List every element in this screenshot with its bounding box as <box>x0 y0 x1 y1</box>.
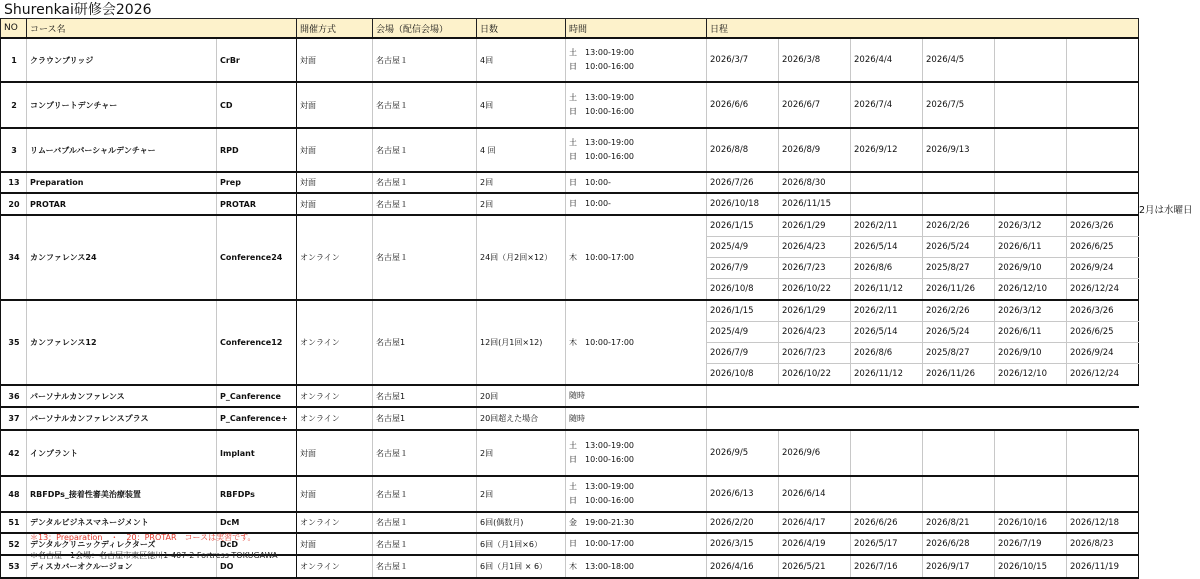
time-line: 日 10:00-16:00 <box>569 455 634 464</box>
time-line: 土 13:00-19:00 <box>569 48 634 57</box>
date-cell: 2026/9/10 <box>995 258 1067 279</box>
course-name: カンファレンス12 <box>27 300 217 385</box>
date-cell: 2026/8/6 <box>851 343 923 364</box>
course-abbr: RPD <box>217 128 297 172</box>
date-cell: 2026/7/23 <box>779 258 851 279</box>
course-name: デンタルビジネスマネージメント <box>27 512 217 533</box>
table-row <box>1 385 1139 407</box>
days-cell: 24回（月2回×12） <box>477 215 566 300</box>
time-line: 土 13:00-19:00 <box>569 138 634 147</box>
date-cell: 2026/7/19 <box>995 533 1067 555</box>
date-cell: 2025/8/27 <box>923 258 995 279</box>
header-row <box>1 19 1139 39</box>
header-no: NO <box>1 19 27 39</box>
time-line: 木 10:00-17:00 <box>569 252 634 262</box>
date-cell <box>1067 193 1139 215</box>
format-cell: オンライン <box>297 215 373 300</box>
format-cell: 対面 <box>297 476 373 512</box>
date-cell: 2026/12/10 <box>995 279 1067 301</box>
venue-cell: 名古屋１ <box>373 430 477 476</box>
date-cell <box>923 193 995 215</box>
date-cell: 2026/7/9 <box>707 343 779 364</box>
course-name: パーソナルカンファレンスプラス <box>27 407 217 430</box>
venue-cell: 名古屋１ <box>373 193 477 215</box>
time-cell <box>566 38 707 82</box>
format-cell: オンライン <box>297 407 373 430</box>
date-cell: 2026/3/26 <box>1067 215 1139 237</box>
header-days: 日数 <box>477 19 566 39</box>
course-name: リムーバブルパーシャルデンチャー <box>27 128 217 172</box>
venue-cell: 名古屋１ <box>373 172 477 193</box>
table-row <box>1 82 1139 128</box>
format-cell: オンライン <box>297 555 373 578</box>
table-row <box>1 172 1139 193</box>
course-name: カンファレンス24 <box>27 215 217 300</box>
date-cell: 2026/8/8 <box>707 128 779 172</box>
venue-cell: 名古屋１ <box>373 215 477 300</box>
date-cell: 2026/3/12 <box>995 300 1067 322</box>
table-row <box>1 512 1139 533</box>
date-cell <box>851 172 923 193</box>
header-venue: 会場（配信会場） <box>373 19 477 39</box>
course-abbr: PROTAR <box>217 193 297 215</box>
date-cell: 2026/5/17 <box>851 533 923 555</box>
date-cell: 2026/8/30 <box>779 172 851 193</box>
date-cell: 2026/1/29 <box>779 215 851 237</box>
date-cell: 2026/7/4 <box>851 82 923 128</box>
format-cell: 対面 <box>297 533 373 555</box>
date-cell: 2026/11/15 <box>779 193 851 215</box>
course-name: RBFDPs_接着性審美治療装置 <box>27 476 217 512</box>
date-cell: 2026/9/17 <box>923 555 995 578</box>
time-cell <box>566 407 707 430</box>
date-cell <box>1067 172 1139 193</box>
date-cell: 2026/7/16 <box>851 555 923 578</box>
date-cell: 2026/11/12 <box>851 279 923 301</box>
venue-cell: 名古屋１ <box>373 38 477 82</box>
date-cell: 2026/12/18 <box>1067 512 1139 533</box>
date-cell <box>995 476 1067 512</box>
date-cell: 2026/3/12 <box>995 215 1067 237</box>
time-line: 土 13:00-19:00 <box>569 93 634 102</box>
date-cell <box>995 172 1067 193</box>
date-cell <box>995 128 1067 172</box>
table-row <box>1 193 1139 215</box>
date-cell: 2025/4/9 <box>707 237 779 258</box>
time-cell <box>566 193 707 215</box>
venue-cell: 名古屋１ <box>373 128 477 172</box>
date-cell: 2026/6/11 <box>995 237 1067 258</box>
venue-cell: 名古屋1 <box>373 407 477 430</box>
date-cell: 2026/4/4 <box>851 38 923 82</box>
days-cell: 4 回 <box>477 128 566 172</box>
format-cell: 対面 <box>297 430 373 476</box>
time-line: 日 10:00-16:00 <box>569 152 634 161</box>
date-cell <box>923 430 995 476</box>
date-cell: 2026/7/23 <box>779 343 851 364</box>
course-abbr: CrBr <box>217 38 297 82</box>
time-cell <box>566 555 707 578</box>
date-cell <box>923 476 995 512</box>
table-row <box>1 128 1139 172</box>
date-cell: 2026/8/21 <box>923 512 995 533</box>
date-cell: 2026/11/12 <box>851 364 923 386</box>
row-no: 36 <box>1 385 27 407</box>
format-cell: 対面 <box>297 38 373 82</box>
date-cell: 2026/10/16 <box>995 512 1067 533</box>
table-body <box>1 19 1139 579</box>
time-line: 日 10:00-16:00 <box>569 107 634 116</box>
table-row <box>1 430 1139 476</box>
row-no: 20 <box>1 193 27 215</box>
date-cell <box>1067 430 1139 476</box>
date-cell: 2026/4/19 <box>779 533 851 555</box>
course-abbr: DcM <box>217 512 297 533</box>
row-no: 42 <box>1 430 27 476</box>
days-cell: 6回(偶数月) <box>477 512 566 533</box>
format-cell: オンライン <box>297 512 373 533</box>
date-cell: 2026/9/24 <box>1067 258 1139 279</box>
date-cell <box>851 193 923 215</box>
date-cell: 2026/10/22 <box>779 364 851 386</box>
days-cell: 12回(月1回×12) <box>477 300 566 385</box>
days-cell: 2回 <box>477 193 566 215</box>
time-cell <box>566 533 707 555</box>
date-cell: 2026/2/26 <box>923 300 995 322</box>
row-no: 34 <box>1 215 27 300</box>
days-cell: 6回（月1回×6） <box>477 533 566 555</box>
date-cell: 2026/1/29 <box>779 300 851 322</box>
date-cell: 2026/6/6 <box>707 82 779 128</box>
time-line: 金 19:00-21:30 <box>569 517 634 527</box>
time-line: 日 10:00-17:00 <box>569 539 634 548</box>
time-cell <box>566 128 707 172</box>
date-cell <box>851 430 923 476</box>
date-cell: 2026/3/7 <box>707 38 779 82</box>
date-cell: 2026/1/15 <box>707 215 779 237</box>
days-cell: 2回 <box>477 430 566 476</box>
date-cell: 2026/3/15 <box>707 533 779 555</box>
date-cell: 2026/8/23 <box>1067 533 1139 555</box>
schedule-table <box>0 18 1139 579</box>
row-no: 35 <box>1 300 27 385</box>
days-cell: 4回 <box>477 82 566 128</box>
time-line: 日 10:00-16:00 <box>569 62 634 71</box>
venue-cell: 名古屋１ <box>373 476 477 512</box>
table-row <box>1 38 1139 82</box>
date-cell: 2026/9/12 <box>851 128 923 172</box>
date-cell <box>995 193 1067 215</box>
date-cell: 2026/4/16 <box>707 555 779 578</box>
date-cell: 2026/7/26 <box>707 172 779 193</box>
date-cell: 2026/12/10 <box>995 364 1067 386</box>
date-cell <box>995 430 1067 476</box>
date-cell: 2026/9/24 <box>1067 343 1139 364</box>
time-cell <box>566 172 707 193</box>
row-no: 13 <box>1 172 27 193</box>
date-cell: 2026/4/17 <box>779 512 851 533</box>
venue-cell: 名古屋１ <box>373 82 477 128</box>
row-no: 53 <box>1 555 27 578</box>
date-cell: 2026/7/9 <box>707 258 779 279</box>
date-cell: 2026/3/8 <box>779 38 851 82</box>
course-name: PROTAR <box>27 193 217 215</box>
format-cell: 対面 <box>297 172 373 193</box>
date-cell: 2026/1/15 <box>707 300 779 322</box>
header-course: コース名 <box>27 19 297 39</box>
row-no: 52 <box>1 533 27 555</box>
date-cell: 2026/5/14 <box>851 322 923 343</box>
date-cell <box>851 476 923 512</box>
format-cell: 対面 <box>297 193 373 215</box>
course-name: パーソナルカンファレンス <box>27 385 217 407</box>
time-cell <box>566 215 707 300</box>
time-line: 土 13:00-19:00 <box>569 482 634 491</box>
date-cell: 2026/5/24 <box>923 237 995 258</box>
course-abbr: DO <box>217 555 297 578</box>
course-name: Preparation <box>27 172 217 193</box>
course-abbr: Implant <box>217 430 297 476</box>
row-no: 51 <box>1 512 27 533</box>
table-row <box>1 300 1139 322</box>
days-cell: 2回 <box>477 172 566 193</box>
date-cell: 2026/6/11 <box>995 322 1067 343</box>
no-schedule <box>707 407 1139 430</box>
date-cell: 2026/3/26 <box>1067 300 1139 322</box>
row-no: 48 <box>1 476 27 512</box>
course-name: コンプリートデンチャー <box>27 82 217 128</box>
date-cell: 2026/12/24 <box>1067 279 1139 301</box>
date-cell: 2026/10/8 <box>707 364 779 386</box>
table-row <box>1 407 1139 430</box>
no-schedule <box>707 385 1139 407</box>
date-cell <box>1067 82 1139 128</box>
date-cell: 2026/2/11 <box>851 215 923 237</box>
footnote-practical: ＊13：Preparation ・ 20：PROTAR コースは実習です。 <box>30 533 256 542</box>
venue-cell: 名古屋１ <box>373 555 477 578</box>
date-cell <box>923 172 995 193</box>
time-line: 日 10:00- <box>569 177 611 187</box>
venue-cell: 名古屋1 <box>373 300 477 385</box>
date-cell: 2026/10/15 <box>995 555 1067 578</box>
date-cell <box>995 38 1067 82</box>
row-no: 1 <box>1 38 27 82</box>
date-cell: 2026/2/20 <box>707 512 779 533</box>
time-line: 木 10:00-17:00 <box>569 337 634 347</box>
side-note: 2月は水曜日 <box>1139 205 1193 216</box>
date-cell: 2026/4/23 <box>779 322 851 343</box>
course-abbr: DcD <box>217 533 297 555</box>
date-cell: 2025/4/9 <box>707 322 779 343</box>
date-cell: 2026/6/13 <box>707 476 779 512</box>
days-cell: 20回 <box>477 385 566 407</box>
format-cell: オンライン <box>297 300 373 385</box>
date-cell: 2026/6/26 <box>851 512 923 533</box>
time-line: 土 13:00-19:00 <box>569 441 634 450</box>
date-cell: 2026/9/5 <box>707 430 779 476</box>
course-abbr: CD <box>217 82 297 128</box>
course-abbr: Conference24 <box>217 215 297 300</box>
course-name: デンタルクリニックディレクターズ <box>27 533 217 555</box>
course-name: ディスカバーオクルージョン <box>27 555 217 578</box>
time-cell <box>566 385 707 407</box>
date-cell: 2026/9/6 <box>779 430 851 476</box>
course-name: インプラント <box>27 430 217 476</box>
page-title: Shurenkai研修会2026 <box>4 2 152 18</box>
date-cell: 2026/2/26 <box>923 215 995 237</box>
date-cell: 2026/4/23 <box>779 237 851 258</box>
time-cell <box>566 300 707 385</box>
time-cell <box>566 512 707 533</box>
date-cell: 2026/11/26 <box>923 364 995 386</box>
date-cell: 2026/2/11 <box>851 300 923 322</box>
row-no: 37 <box>1 407 27 430</box>
header-schedule: 日程 <box>707 19 1139 39</box>
format-cell: オンライン <box>297 385 373 407</box>
date-cell <box>1067 38 1139 82</box>
time-line: 日 10:00-16:00 <box>569 496 634 505</box>
venue-cell: 名古屋1 <box>373 385 477 407</box>
days-cell: 4回 <box>477 38 566 82</box>
date-cell: 2026/8/9 <box>779 128 851 172</box>
days-cell: 2回 <box>477 476 566 512</box>
date-cell: 2026/11/19 <box>1067 555 1139 578</box>
date-cell: 2026/6/25 <box>1067 237 1139 258</box>
date-cell: 2026/5/14 <box>851 237 923 258</box>
days-cell: 6回（月1回 × 6） <box>477 555 566 578</box>
date-cell: 2026/6/14 <box>779 476 851 512</box>
header-time: 時間 <box>566 19 707 39</box>
date-cell: 2026/12/24 <box>1067 364 1139 386</box>
days-cell: 20回超えた場合 <box>477 407 566 430</box>
format-cell: 対面 <box>297 82 373 128</box>
time-cell <box>566 430 707 476</box>
venue-cell: 名古屋１ <box>373 512 477 533</box>
date-cell: 2026/11/26 <box>923 279 995 301</box>
header-format: 開催方式 <box>297 19 373 39</box>
footnote-venue: ＊名古屋 1会場：名古屋市東区徳川1-407-2 Fortress TOKUGAWA <box>30 551 278 560</box>
date-cell <box>1067 128 1139 172</box>
course-abbr: Prep <box>217 172 297 193</box>
row-no: 3 <box>1 128 27 172</box>
course-abbr: Conference12 <box>217 300 297 385</box>
date-cell: 2026/4/5 <box>923 38 995 82</box>
date-cell: 2026/6/7 <box>779 82 851 128</box>
course-name: クラウンブリッジ <box>27 38 217 82</box>
time-cell <box>566 82 707 128</box>
date-cell: 2026/6/28 <box>923 533 995 555</box>
venue-cell: 名古屋１ <box>373 533 477 555</box>
date-cell <box>1067 476 1139 512</box>
date-cell: 2026/7/5 <box>923 82 995 128</box>
time-line: 随時 <box>569 391 585 400</box>
date-cell: 2026/10/8 <box>707 279 779 301</box>
date-cell: 2026/6/25 <box>1067 322 1139 343</box>
date-cell: 2026/8/6 <box>851 258 923 279</box>
date-cell: 2026/9/10 <box>995 343 1067 364</box>
table-row <box>1 476 1139 512</box>
course-abbr: P_Canference+ <box>217 407 297 430</box>
row-no: 2 <box>1 82 27 128</box>
format-cell: 対面 <box>297 128 373 172</box>
time-cell <box>566 476 707 512</box>
date-cell: 2026/5/24 <box>923 322 995 343</box>
course-abbr: P_Canference <box>217 385 297 407</box>
table-row <box>1 215 1139 237</box>
time-line: 随時 <box>569 413 585 423</box>
date-cell: 2026/10/18 <box>707 193 779 215</box>
date-cell: 2025/8/27 <box>923 343 995 364</box>
time-line: 日 10:00- <box>569 199 611 208</box>
time-line: 木 13:00-18:00 <box>569 561 634 571</box>
date-cell <box>995 82 1067 128</box>
date-cell: 2026/10/22 <box>779 279 851 301</box>
date-cell: 2026/5/21 <box>779 555 851 578</box>
date-cell: 2026/9/13 <box>923 128 995 172</box>
course-abbr: RBFDPs <box>217 476 297 512</box>
